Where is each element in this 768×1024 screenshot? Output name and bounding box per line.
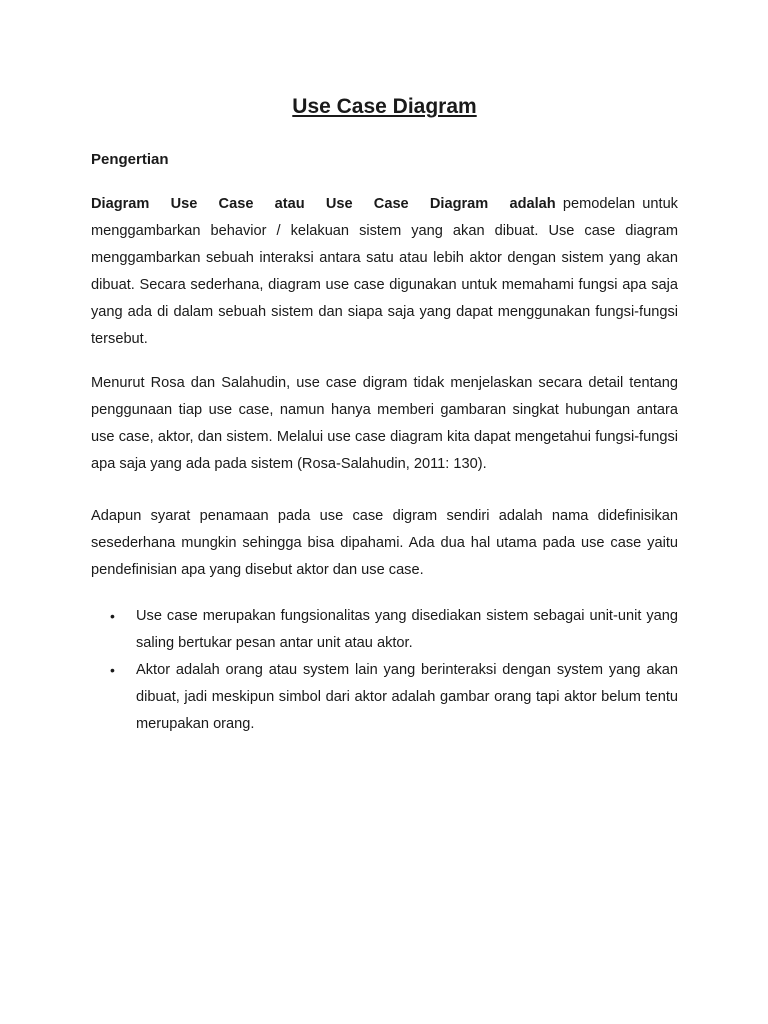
paragraph-lead-text: Diagram Use Case atau Use Case Diagram adalah <box>91 196 556 212</box>
paragraph-body-text: pemodelan untuk menggambarkan behavior / kelakuan sistem yang akan dibuat. Use case diagram menggambarkan sebuah interaksi antara satu atau lebih aktor dengan sistem yang akan dibuat. Secara sederhana, diagram use case digunakan untuk memahami fungsi apa saja yang ada di dalam sebuah sistem dan siapa saja yang dapat menggunakan fungsi-fungsi tersebut. <box>91 196 678 347</box>
list-item-text: Aktor adalah orang atau system lain yang berinteraksi dengan system yang akan dibuat, jadi meskipun simbol dari aktor adalah gambar orang tapi aktor belum tentu merupakan orang. <box>136 662 678 732</box>
list-item <box>91 603 678 657</box>
bullet-icon: • <box>110 608 115 624</box>
page-title: Use Case Diagram <box>292 95 477 118</box>
section-heading: Pengertian <box>91 151 169 168</box>
paragraph-rosa-salahudin: Menurut Rosa dan Salahudin, use case digram tidak menjelaskan secara detail tentang penggunaan tiap use case, namun hanya memberi gambaran singkat hubungan antara use case, aktor, dan sistem. Melalui use case diagram kita dapat mengetahui fungsi-fungsi apa saja yang ada pada sistem (Rosa-Salahudin, 2011: 130). <box>91 375 678 472</box>
list-item <box>91 657 678 738</box>
bullet-list <box>91 603 678 738</box>
paragraph-definition <box>91 191 678 353</box>
list-item-text: Use case merupakan fungsionalitas yang disediakan sistem sebagai unit-unit yang saling bertukar pesan antar unit atau aktor. <box>136 608 678 651</box>
paragraph-naming-rules: Adapun syarat penamaan pada use case digram sendiri adalah nama didefinisikan sesederhana mungkin sehingga bisa dipahami. Ada dua hal utama pada use case yaitu pendefinisian apa yang disebut aktor dan use case. <box>91 508 678 578</box>
bullet-icon: • <box>110 662 115 678</box>
